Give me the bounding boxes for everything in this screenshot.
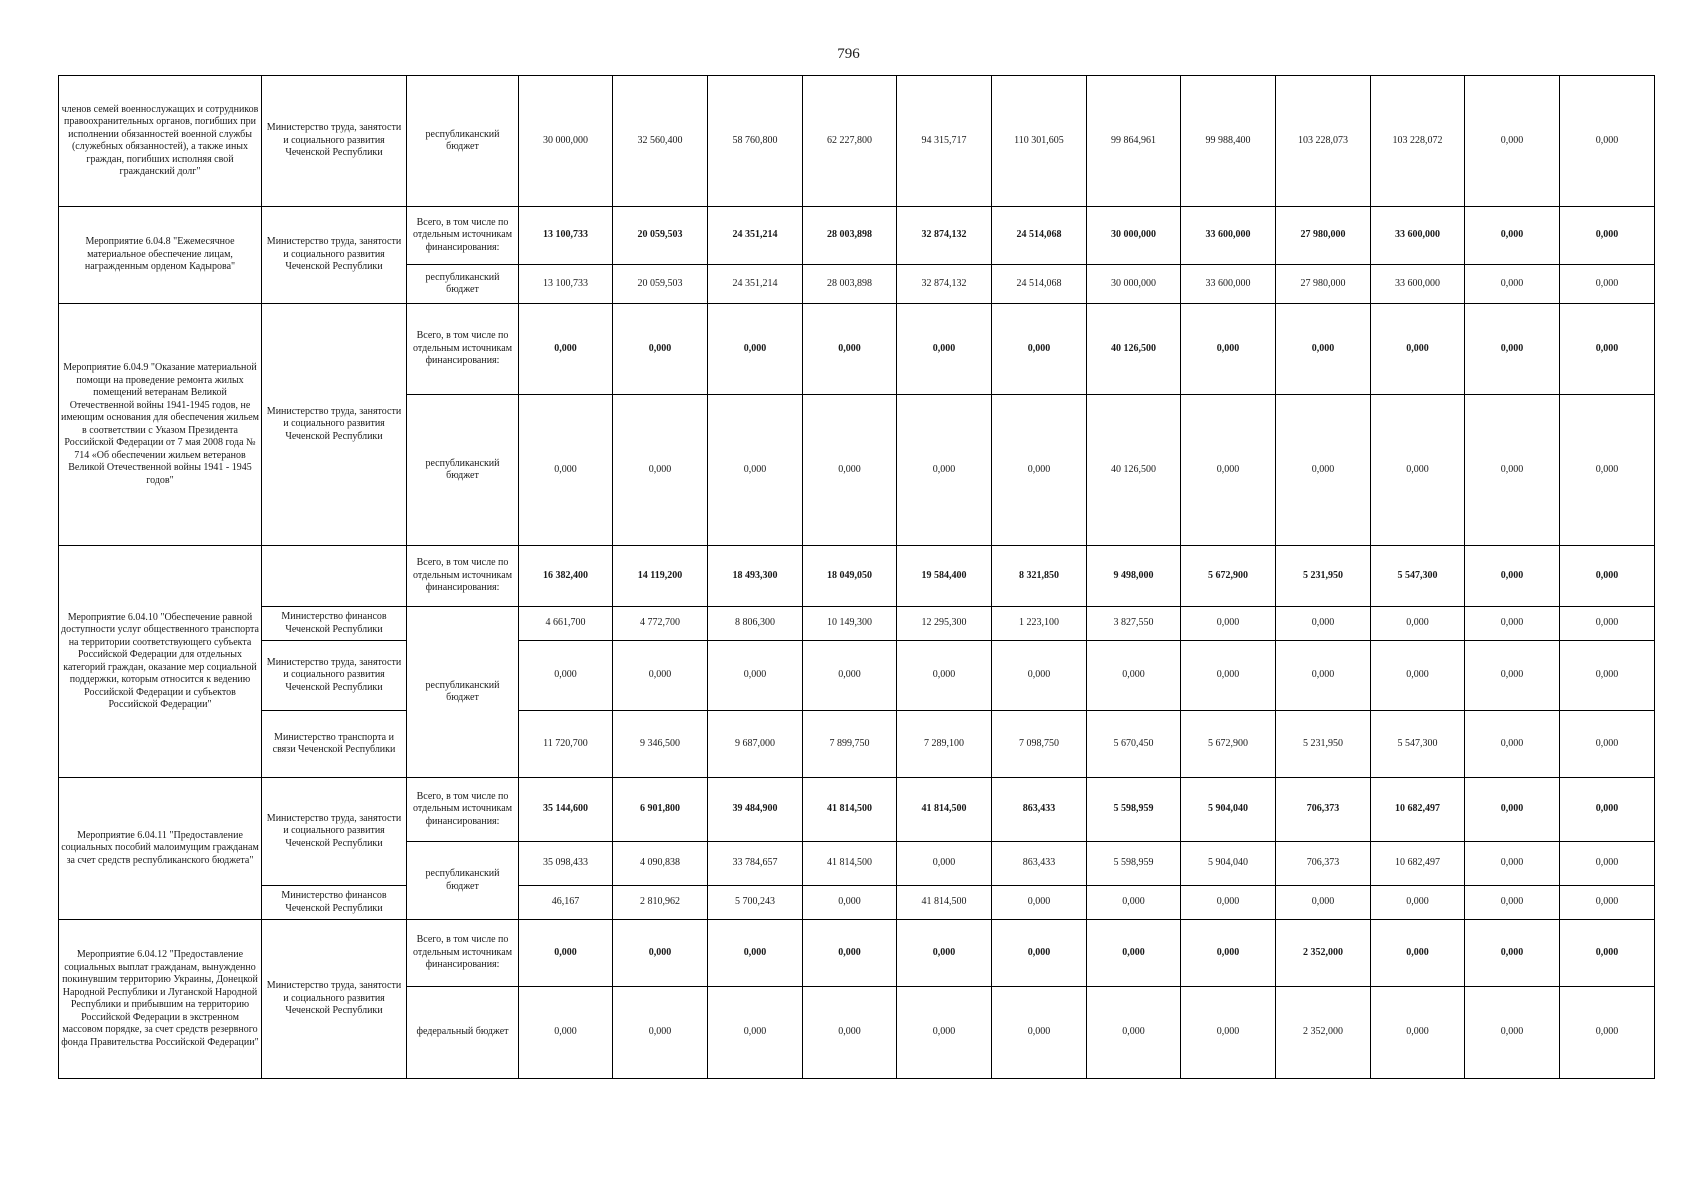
source-cell: республиканский бюджет <box>407 395 519 546</box>
value-cell: 33 600,000 <box>1181 265 1276 304</box>
source-cell: республиканский бюджет <box>407 842 519 920</box>
value-cell: 11 720,700 <box>519 711 613 778</box>
value-cell: 10 682,497 <box>1371 778 1465 842</box>
value-cell: 62 227,800 <box>803 76 897 207</box>
value-cell: 0,000 <box>1465 711 1560 778</box>
value-cell: 1 223,100 <box>992 607 1087 641</box>
value-cell: 0,000 <box>708 304 803 395</box>
value-cell: 0,000 <box>519 641 613 711</box>
value-cell: 0,000 <box>992 304 1087 395</box>
value-cell: 0,000 <box>1560 76 1655 207</box>
value-cell: 0,000 <box>1181 641 1276 711</box>
value-cell: 0,000 <box>708 920 803 987</box>
value-cell: 0,000 <box>1465 778 1560 842</box>
value-cell: 5 700,243 <box>708 886 803 920</box>
total-label-cell: Всего, в том числе по отдельным источникам финансирования: <box>407 778 519 842</box>
value-cell: 0,000 <box>1087 920 1181 987</box>
value-cell: 0,000 <box>803 641 897 711</box>
value-cell: 0,000 <box>1560 920 1655 987</box>
value-cell: 27 980,000 <box>1276 265 1371 304</box>
ministry-cell: Министерство труда, занятости и социального развития Чеченской Республики <box>262 207 407 304</box>
value-cell: 0,000 <box>1371 641 1465 711</box>
value-cell: 0,000 <box>1087 886 1181 920</box>
value-cell: 0,000 <box>992 641 1087 711</box>
value-cell: 4 772,700 <box>613 607 708 641</box>
value-cell: 5 904,040 <box>1181 842 1276 886</box>
value-cell: 0,000 <box>1560 265 1655 304</box>
table-row <box>59 778 1655 842</box>
value-cell: 3 827,550 <box>1087 607 1181 641</box>
value-cell: 0,000 <box>1465 641 1560 711</box>
value-cell: 0,000 <box>1465 265 1560 304</box>
value-cell: 39 484,900 <box>708 778 803 842</box>
value-cell: 0,000 <box>1465 546 1560 607</box>
value-cell: 32 874,132 <box>897 207 992 265</box>
value-cell: 0,000 <box>1181 987 1276 1079</box>
source-cell: федеральный бюджет <box>407 987 519 1079</box>
value-cell: 0,000 <box>519 395 613 546</box>
value-cell: 58 760,800 <box>708 76 803 207</box>
value-cell: 5 598,959 <box>1087 778 1181 842</box>
total-label-cell: Всего, в том числе по отдельным источникам финансирования: <box>407 546 519 607</box>
value-cell: 16 382,400 <box>519 546 613 607</box>
value-cell: 0,000 <box>1465 920 1560 987</box>
value-cell: 0,000 <box>992 987 1087 1079</box>
ministry-cell: Министерство труда, занятости и социального развития Чеченской Республики <box>262 641 407 711</box>
value-cell: 103 228,073 <box>1276 76 1371 207</box>
value-cell: 0,000 <box>1371 304 1465 395</box>
ministry-cell-empty <box>262 546 407 607</box>
value-cell: 863,433 <box>992 778 1087 842</box>
value-cell: 0,000 <box>992 886 1087 920</box>
value-cell: 7 098,750 <box>992 711 1087 778</box>
value-cell: 0,000 <box>897 395 992 546</box>
ministry-cell: Министерство труда, занятости и социального развития Чеченской Республики <box>262 304 407 546</box>
value-cell: 41 814,500 <box>803 842 897 886</box>
value-cell: 0,000 <box>1465 886 1560 920</box>
value-cell: 0,000 <box>803 886 897 920</box>
value-cell: 0,000 <box>1371 395 1465 546</box>
value-cell: 12 295,300 <box>897 607 992 641</box>
value-cell: 24 351,214 <box>708 207 803 265</box>
value-cell: 0,000 <box>1560 778 1655 842</box>
value-cell: 0,000 <box>992 395 1087 546</box>
value-cell: 0,000 <box>803 920 897 987</box>
value-cell: 0,000 <box>1181 886 1276 920</box>
value-cell: 32 874,132 <box>897 265 992 304</box>
table-row <box>59 607 1655 641</box>
value-cell: 2 352,000 <box>1276 920 1371 987</box>
value-cell: 0,000 <box>1560 987 1655 1079</box>
value-cell: 30 000,000 <box>1087 207 1181 265</box>
value-cell: 0,000 <box>519 920 613 987</box>
value-cell: 41 814,500 <box>897 886 992 920</box>
value-cell: 0,000 <box>1371 920 1465 987</box>
value-cell: 20 059,503 <box>613 207 708 265</box>
table-row <box>59 920 1655 987</box>
value-cell: 0,000 <box>708 641 803 711</box>
value-cell: 4 661,700 <box>519 607 613 641</box>
table-row <box>59 886 1655 920</box>
value-cell: 8 321,850 <box>992 546 1087 607</box>
value-cell: 0,000 <box>1087 641 1181 711</box>
value-cell: 0,000 <box>1465 842 1560 886</box>
value-cell: 14 119,200 <box>613 546 708 607</box>
value-cell: 9 687,000 <box>708 711 803 778</box>
value-cell: 0,000 <box>1560 842 1655 886</box>
value-cell: 0,000 <box>1560 711 1655 778</box>
value-cell: 0,000 <box>897 641 992 711</box>
value-cell: 0,000 <box>1560 641 1655 711</box>
total-label-cell: Всего, в том числе по отдельным источникам финансирования: <box>407 920 519 987</box>
value-cell: 18 493,300 <box>708 546 803 607</box>
value-cell: 2 352,000 <box>1276 987 1371 1079</box>
value-cell: 0,000 <box>1465 987 1560 1079</box>
source-cell: республиканский бюджет <box>407 607 519 778</box>
table-row <box>59 641 1655 711</box>
value-cell: 6 901,800 <box>613 778 708 842</box>
value-cell: 18 049,050 <box>803 546 897 607</box>
value-cell: 46,167 <box>519 886 613 920</box>
value-cell: 94 315,717 <box>897 76 992 207</box>
value-cell: 0,000 <box>1276 304 1371 395</box>
value-cell: 0,000 <box>992 920 1087 987</box>
value-cell: 0,000 <box>1560 546 1655 607</box>
value-cell: 2 810,962 <box>613 886 708 920</box>
value-cell: 0,000 <box>1276 607 1371 641</box>
value-cell: 20 059,503 <box>613 265 708 304</box>
value-cell: 99 988,400 <box>1181 76 1276 207</box>
value-cell: 40 126,500 <box>1087 304 1181 395</box>
activity-cell: Мероприятие 6.04.8 "Ежемесячное материальное обеспечение лицам, награжденным орденом Кадырова" <box>59 207 262 304</box>
value-cell: 0,000 <box>1465 304 1560 395</box>
value-cell: 13 100,733 <box>519 207 613 265</box>
value-cell: 24 514,068 <box>992 207 1087 265</box>
value-cell: 28 003,898 <box>803 265 897 304</box>
value-cell: 99 864,961 <box>1087 76 1181 207</box>
value-cell: 5 231,950 <box>1276 546 1371 607</box>
value-cell: 0,000 <box>1181 607 1276 641</box>
value-cell: 0,000 <box>1465 207 1560 265</box>
value-cell: 0,000 <box>1276 641 1371 711</box>
value-cell: 35 098,433 <box>519 842 613 886</box>
page-number: 796 <box>837 46 860 62</box>
value-cell: 110 301,605 <box>992 76 1087 207</box>
value-cell: 0,000 <box>1087 987 1181 1079</box>
value-cell: 35 144,600 <box>519 778 613 842</box>
value-cell: 0,000 <box>1276 886 1371 920</box>
value-cell: 33 600,000 <box>1371 207 1465 265</box>
value-cell: 706,373 <box>1276 778 1371 842</box>
value-cell: 0,000 <box>1276 395 1371 546</box>
activity-cell: Мероприятие 6.04.10 "Обеспечение равной доступности услуг общественного транспорта на территории соответствующего субъекта Российской Федерации для отдельных категорий граждан, оказание мер социальной поддержки, которым относится к ведению Российской Федерации и субъектов Российской Федерации" <box>59 546 262 778</box>
value-cell: 7 899,750 <box>803 711 897 778</box>
value-cell: 7 289,100 <box>897 711 992 778</box>
value-cell: 0,000 <box>708 395 803 546</box>
value-cell: 0,000 <box>1560 207 1655 265</box>
table-row <box>59 76 1655 207</box>
value-cell: 0,000 <box>897 304 992 395</box>
value-cell: 0,000 <box>1181 395 1276 546</box>
value-cell: 33 600,000 <box>1371 265 1465 304</box>
table-row <box>59 546 1655 607</box>
value-cell: 5 231,950 <box>1276 711 1371 778</box>
value-cell: 103 228,072 <box>1371 76 1465 207</box>
value-cell: 0,000 <box>1560 886 1655 920</box>
value-cell: 0,000 <box>519 304 613 395</box>
value-cell: 0,000 <box>897 920 992 987</box>
value-cell: 0,000 <box>1560 395 1655 546</box>
value-cell: 0,000 <box>803 304 897 395</box>
value-cell: 0,000 <box>803 987 897 1079</box>
value-cell: 0,000 <box>613 920 708 987</box>
table-row <box>59 207 1655 265</box>
value-cell: 32 560,400 <box>613 76 708 207</box>
value-cell: 0,000 <box>1181 920 1276 987</box>
activity-cell: Мероприятие 6.04.11 "Предоставление социальных пособий малоимущим гражданам за счет средств республиканского бюджета" <box>59 778 262 920</box>
value-cell: 5 670,450 <box>1087 711 1181 778</box>
value-cell: 0,000 <box>897 842 992 886</box>
source-cell: республиканский бюджет <box>407 76 519 207</box>
value-cell: 9 498,000 <box>1087 546 1181 607</box>
value-cell: 0,000 <box>1560 304 1655 395</box>
value-cell: 30 000,000 <box>519 76 613 207</box>
value-cell: 0,000 <box>1465 76 1560 207</box>
value-cell: 706,373 <box>1276 842 1371 886</box>
value-cell: 33 600,000 <box>1181 207 1276 265</box>
table-row <box>59 711 1655 778</box>
value-cell: 0,000 <box>613 395 708 546</box>
activity-cell: Мероприятие 6.04.12 "Предоставление социальных выплат гражданам, вынужденно покинувшим территорию Украины, Донецкой Народной Республики и Луганской Народной Республики и прибывшим на территорию Российской Федерации в экстренном массовом порядке, за счет средств резервного фонда Правительства Российской Федерации" <box>59 920 262 1079</box>
value-cell: 0,000 <box>613 304 708 395</box>
value-cell: 41 814,500 <box>803 778 897 842</box>
source-cell: республиканский бюджет <box>407 265 519 304</box>
value-cell: 863,433 <box>992 842 1087 886</box>
value-cell: 5 904,040 <box>1181 778 1276 842</box>
value-cell: 28 003,898 <box>803 207 897 265</box>
ministry-cell: Министерство финансов Чеченской Республики <box>262 886 407 920</box>
value-cell: 24 514,068 <box>992 265 1087 304</box>
value-cell: 5 547,300 <box>1371 546 1465 607</box>
value-cell: 5 598,959 <box>1087 842 1181 886</box>
value-cell: 5 672,900 <box>1181 546 1276 607</box>
value-cell: 10 149,300 <box>803 607 897 641</box>
value-cell: 40 126,500 <box>1087 395 1181 546</box>
value-cell: 9 346,500 <box>613 711 708 778</box>
total-label-cell: Всего, в том числе по отдельным источникам финансирования: <box>407 207 519 265</box>
value-cell: 41 814,500 <box>897 778 992 842</box>
value-cell: 8 806,300 <box>708 607 803 641</box>
ministry-cell: Министерство труда, занятости и социального развития Чеченской Республики <box>262 778 407 886</box>
value-cell: 0,000 <box>1560 607 1655 641</box>
value-cell: 0,000 <box>1465 395 1560 546</box>
value-cell: 0,000 <box>1371 987 1465 1079</box>
value-cell: 19 584,400 <box>897 546 992 607</box>
total-label-cell: Всего, в том числе по отдельным источникам финансирования: <box>407 304 519 395</box>
value-cell: 0,000 <box>897 987 992 1079</box>
value-cell: 4 090,838 <box>613 842 708 886</box>
activity-cell: членов семей военнослужащих и сотрудников правоохранительных органов, погибших при исполнении обязанностей военной службы (служебных обязанностей), а также иных граждан, погибших исполняя свой гражданский долг" <box>59 76 262 207</box>
ministry-cell: Министерство труда, занятости и социального развития Чеченской Республики <box>262 76 407 207</box>
value-cell: 0,000 <box>803 395 897 546</box>
value-cell: 0,000 <box>1371 607 1465 641</box>
value-cell: 0,000 <box>519 987 613 1079</box>
value-cell: 5 547,300 <box>1371 711 1465 778</box>
activity-cell: Мероприятие 6.04.9 "Оказание материальной помощи на проведение ремонта жилых помещений ветеранам Великой Отечественной войны 1941-1945 годов, не имеющим основания для обеспечения жильем в соответствии с Указом Президента Российской Федерации от 7 мая 2008 года № 714 «Об обеспечении жильем ветеранов Великой Отечественной войны 1941 - 1945 годов" <box>59 304 262 546</box>
value-cell: 33 784,657 <box>708 842 803 886</box>
financing-table <box>58 75 1655 1079</box>
value-cell: 5 672,900 <box>1181 711 1276 778</box>
value-cell: 0,000 <box>708 987 803 1079</box>
value-cell: 0,000 <box>1465 607 1560 641</box>
value-cell: 13 100,733 <box>519 265 613 304</box>
value-cell: 0,000 <box>1371 886 1465 920</box>
value-cell: 0,000 <box>613 987 708 1079</box>
value-cell: 24 351,214 <box>708 265 803 304</box>
table-row <box>59 304 1655 395</box>
value-cell: 10 682,497 <box>1371 842 1465 886</box>
ministry-cell: Министерство финансов Чеченской Республики <box>262 607 407 641</box>
ministry-cell: Министерство труда, занятости и социального развития Чеченской Республики <box>262 920 407 1079</box>
ministry-cell: Министерство транспорта и связи Чеченской Республики <box>262 711 407 778</box>
value-cell: 30 000,000 <box>1087 265 1181 304</box>
value-cell: 27 980,000 <box>1276 207 1371 265</box>
value-cell: 0,000 <box>1181 304 1276 395</box>
value-cell: 0,000 <box>613 641 708 711</box>
